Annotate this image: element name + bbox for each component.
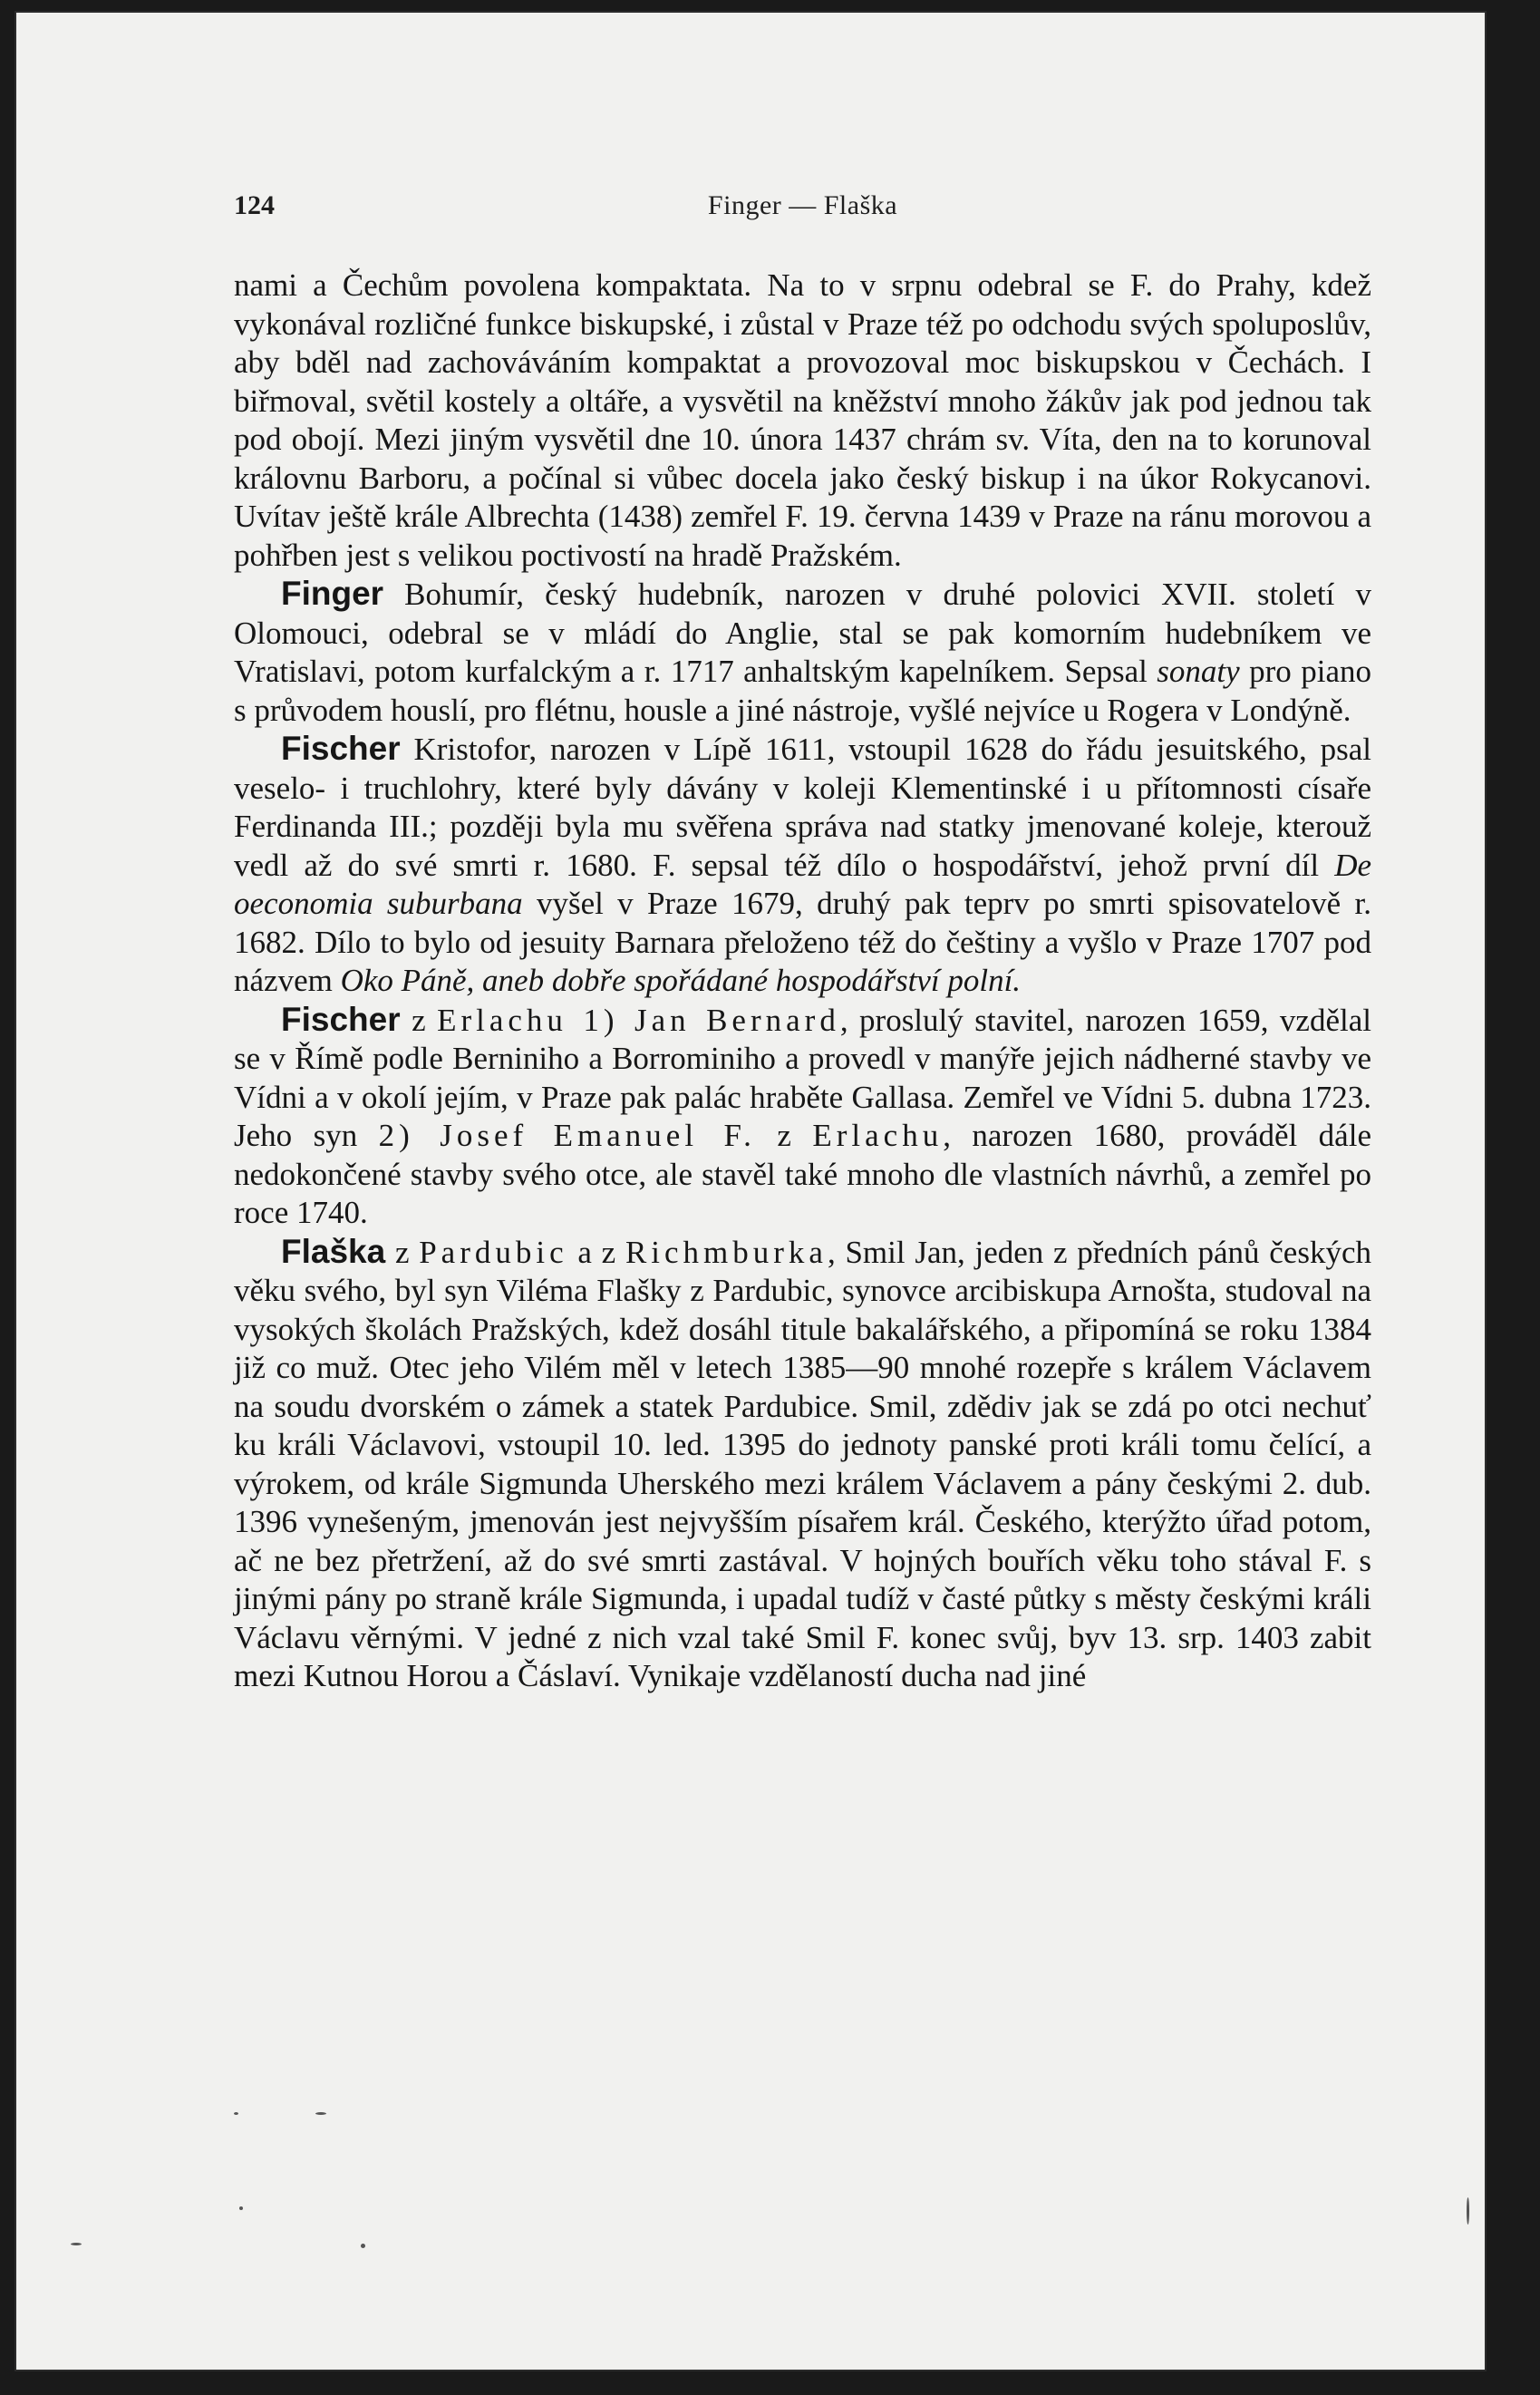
scan-speck	[361, 2244, 365, 2248]
entry-flaska	[234, 1233, 1371, 1696]
entry-headword: Finger	[281, 575, 384, 612]
page-header	[234, 190, 1371, 227]
entry-spaced: Erlachu	[812, 1118, 944, 1153]
scan-speck	[315, 2112, 326, 2115]
entry-text: pro piano s průvodem houslí, pro flétnu, housle a jiné nástroje, vyšlé nejvíce u Rogera v Londýně.	[234, 654, 1372, 728]
paragraph-text: nami a Čechům povolena kompaktata. Na to v srpnu odebral se F. do Prahy, kdež vykonával rozličné funkce biskupské, i zůstal v Praze též po odchodu svých spoluposlův, aby bděl nad zachováváním kompaktat a provozoval moc biskupskou v Čechách. I biřmoval, světil kostely a oltáře, a vysvětil na kněžství mnoho žákův jak pod jednou tak pod obojí. Mezi jiným vysvětil dne 10. února 1437 chrám sv. Víta, den na to korunoval královnu Barboru, a počínal si vůbec docela jako český biskup i na úkor Rokycanovi. Uvítav ještě krále Albrechta (1438) zemřel F. 19. června 1439 v Praze na ránu morovou a pohřben jest s velikou poctivostí na hradě Pražském.	[234, 267, 1371, 573]
body-text	[234, 267, 1371, 1696]
entry-headword: Fischer	[281, 730, 401, 767]
entry-spaced: Richmburka	[625, 1234, 828, 1270]
entry-italic: Oko Páně, aneb dobře spořádané hospodářství polní.	[340, 963, 1022, 998]
entry-italic: sonaty	[1157, 654, 1240, 689]
page-number: 124	[234, 190, 275, 220]
entry-italic: De oeconomia suburbana	[234, 847, 1371, 921]
entry-text: Bohumír, český hudebník, narozen v druhé polovici XVII. století v Olomouci, odebral se v mládí do Anglie, stal se pak komorním hudebníkem ve Vratislavi, potom kurfalckým a r. 1717 anhaltským kapelníkem. Sepsal	[234, 577, 1371, 689]
entry-text: , narozen 1680, prováděl dále nedokončené stavby svého otce, ale stavěl také mnoho dle vlastních návrhů, a zemřel po roce 1740.	[234, 1118, 1371, 1230]
entry-fischer-kristofor	[234, 730, 1371, 1001]
entry-finger	[234, 575, 1371, 730]
entry-text: Kristofor, narozen v Lípě 1611, vstoupil 1628 do řádu jesuitského, psal veselo- i truchlohry, které byly dávány v koleji Klementinské i u přítomnosti císaře Ferdinanda III.; později byla mu svěřena správa nad statky jmenované koleje, kterouž vedl až do své smrti r. 1680. F. sepsal též dílo o hospodářství, jehož první díl	[234, 732, 1371, 883]
entry-text: , proslulý stavitel, narozen 1659, vzdělal se v Římě podle Berniniho a Borrominiho a provedl v manýře jejich nádherné stavby ve Vídni a v okolí jejím, v Praze pak palác hraběte Gallasa. Zemřel ve Vídni 5. dubna 1723. Jeho syn	[234, 1002, 1371, 1153]
entry-headword: Fischer	[281, 1000, 401, 1038]
entry-text: a z	[567, 1234, 625, 1270]
entry-spaced: 2) Josef Emanuel F.	[378, 1118, 756, 1153]
entry-text: z	[385, 1234, 420, 1270]
entry-fischer-erlach	[234, 1001, 1371, 1233]
paragraph-continuation	[234, 267, 1371, 575]
entry-spaced: Erlachu 1) Jan Bernard	[437, 1002, 840, 1038]
entry-text: z	[400, 1002, 438, 1038]
scan-speck	[1467, 2197, 1469, 2225]
scan-speck	[71, 2243, 82, 2245]
entry-text: , Smil Jan, jeden z předních pánů českých věku svého, byl syn Viléma Flašky z Pardubic, synovce arcibiskupa Arnošta, studoval na vysokých školách Pražských, kdež dosáhl titule bakalářského, a připomíná se roku 1384 již co muž. Otec jeho Vilém měl v letech 1385—90 mnohé rozepře s králem Václavem na soudu dvorském o zámek a statek Pardubice. Smil, zdědiv jak se zdá po otci nechuť ku králi Václavovi, vstoupil 10. led. 1395 do jednoty panské proti králi tomu čelící, a výrokem, od krále Sigmunda Uherského mezi králem Václavem a pány českými 2. dub. 1396 vynešeným, jmenován jest nejvyšším písařem král. Českého, kterýžto úřad potom, ač ne bez přetržení, až do své smrti zastával. V hojných bouřích věku toho stával F. s jinými pány po straně krále Sigmunda, i upadal tudíž v časté půtky s městy českými králi Václavu věrnými. V jedné z nich vzal také Smil F. konec svůj, byv 13. srp. 1403 zabit mezi Kutnou Horou a Čáslaví. Vynikaje vzdělaností ducha nad jiné	[234, 1234, 1371, 1693]
entry-text: z	[755, 1118, 813, 1153]
entry-spaced: Pardubic	[419, 1234, 568, 1270]
entry-text: vyšel v Praze 1679, druhý pak teprv po smrti spisovatelově r. 1682. Dílo to bylo od jesuity Barnara přeloženo též do češtiny a vyšlo v Praze 1707 pod názvem	[234, 886, 1372, 998]
book-page	[16, 13, 1485, 2370]
scan-speck	[234, 2112, 238, 2115]
running-title: Finger — Flaška	[707, 190, 898, 220]
entry-headword: Flaška	[281, 1232, 386, 1270]
scan-speck	[239, 2206, 243, 2210]
